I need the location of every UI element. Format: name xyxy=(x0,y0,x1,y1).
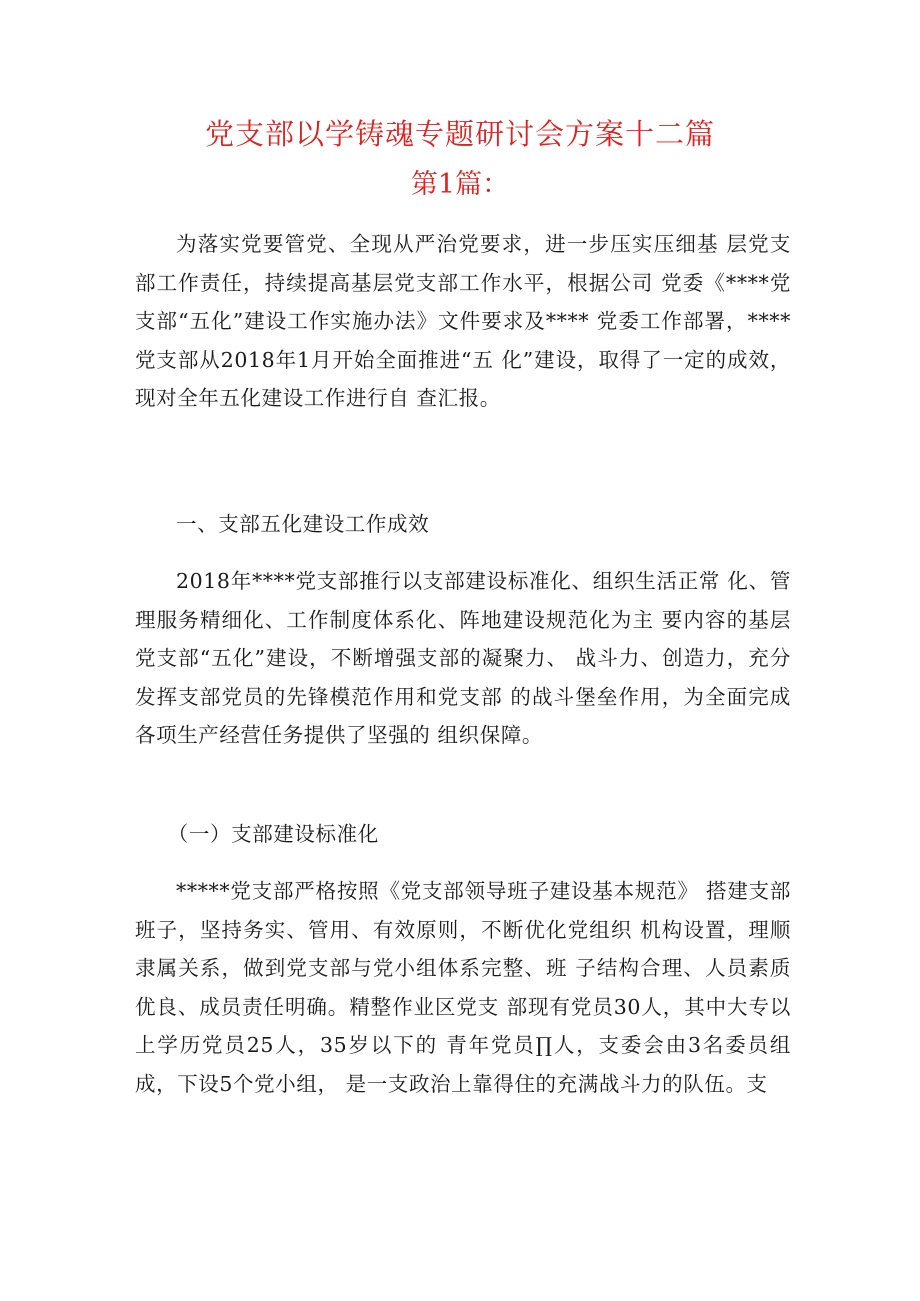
paragraph-intro-block xyxy=(135,225,791,418)
subsection-heading-block xyxy=(135,815,791,854)
subsection-heading-1: （一）支部建设标准化 xyxy=(167,822,379,846)
paragraph-standardization-block xyxy=(135,872,791,1104)
paragraph-intro: 为落实党要管党、全现从严治党要求，进一步压实压细基 层党支部工作责任，持续提高基层党支部工作水平，根据公司 党委《****党支部“五化”建设工作实施办法》文件要求及**** 党委工作部署，****党支部从2018年1月开始全面推进“五 化”建设，取得了一定的成效，现对全年五化建设工作进行自 查汇报。 xyxy=(135,232,791,411)
document-subtitle: 第1篇： xyxy=(410,169,510,200)
document-title: 党支部以学铸魂专题研讨会方案十二篇 xyxy=(204,117,715,151)
paragraph-results: 2018年****党支部推行以支部建设标准化、组织生活正常 化、管理服务精细化、工作制度体系化、阵地建设规范化为主 要内容的基层党支部“五化”建设，不断增强支部的凝聚力、 战斗力、创造力，充分发挥支部党员的先锋模范作用和党支部 的战斗堡垒作用，为全面完成各项生产经营任务提供了坚强的 组织保障。 xyxy=(135,569,791,748)
paragraph-results-block xyxy=(135,562,791,755)
section-heading-1: 一、支部五化建设工作成效 xyxy=(176,512,430,536)
section-heading-block xyxy=(135,505,791,544)
paragraph-standardization: *****党支部严格按照《党支部领导班子建设基本规范》 搭建支部班子，坚持务实、管用、有效原则，不断优化党组织 机构设置，理顺隶属关系，做到党支部与党小组体系完整、班 子结构合理、人员素质优良、成员责任明确。精整作业区党支 部现有党员30人，其中大专以上学历党员25人，35岁以下的 青年党员∏人，支委会由3名委员组成，下设5个党小组， 是一支政治上靠得住的充满战斗力的队伍。支 xyxy=(135,879,791,1096)
